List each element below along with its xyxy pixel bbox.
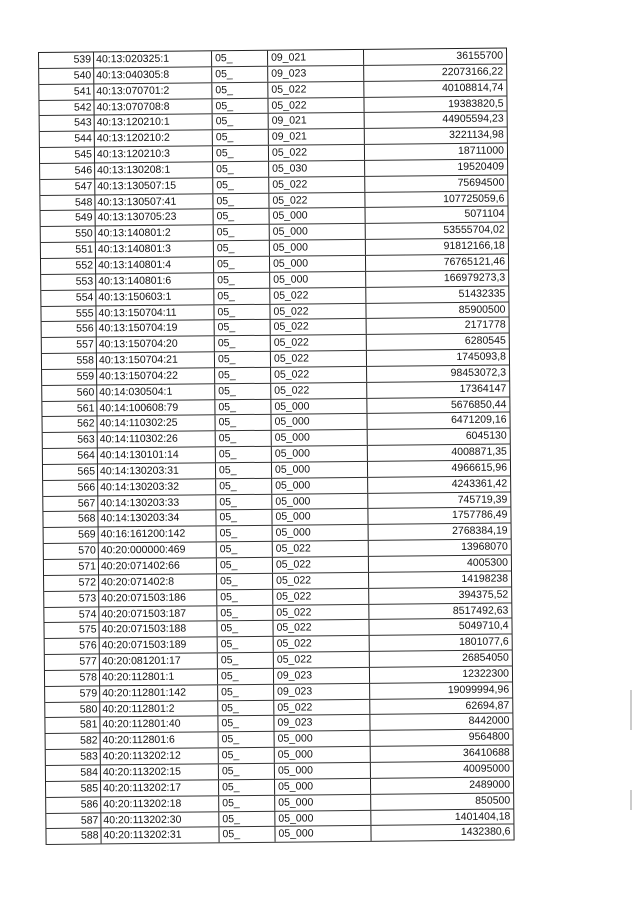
code-b-cell: 05_000 bbox=[272, 493, 368, 509]
value-cell: 1401404,18 bbox=[371, 809, 514, 825]
cadastral-number-cell: 40:20:071503:189 bbox=[100, 638, 218, 654]
value-cell: 53555704,02 bbox=[366, 223, 509, 239]
value-cell: 17364147 bbox=[367, 381, 510, 397]
code-a-cell: 05_ bbox=[215, 368, 271, 383]
code-a-cell: 05_ bbox=[213, 146, 269, 161]
row-number-cell: 577 bbox=[45, 654, 100, 669]
cadastral-number-cell: 40:20:112801:6 bbox=[101, 733, 219, 749]
code-b-cell: 05_022 bbox=[271, 319, 367, 335]
row-number-cell: 588 bbox=[46, 829, 101, 844]
cadastral-number-cell: 40:13:150704:20 bbox=[97, 337, 215, 353]
code-a-cell: 05_ bbox=[219, 795, 275, 810]
code-b-cell: 05_000 bbox=[271, 414, 367, 430]
row-number-cell: 580 bbox=[45, 702, 100, 717]
code-a-cell: 05_ bbox=[218, 669, 274, 684]
code-b-cell: 05_022 bbox=[274, 652, 370, 668]
value-cell: 394375,52 bbox=[369, 587, 512, 603]
value-cell: 40108814,74 bbox=[364, 80, 507, 96]
code-a-cell: 05_ bbox=[214, 225, 270, 240]
row-number-cell: 546 bbox=[40, 163, 95, 178]
code-a-cell: 05_ bbox=[219, 780, 275, 795]
code-b-cell: 05_000 bbox=[272, 509, 368, 525]
row-number-cell: 543 bbox=[40, 116, 95, 131]
value-cell: 2489000 bbox=[371, 777, 514, 793]
row-number-cell: 549 bbox=[41, 211, 96, 226]
code-b-cell: 05_022 bbox=[273, 604, 369, 620]
code-a-cell: 05_ bbox=[219, 748, 275, 763]
value-cell: 1757786,49 bbox=[368, 508, 511, 524]
value-cell: 76765121,46 bbox=[366, 254, 509, 270]
code-b-cell: 09_023 bbox=[274, 668, 370, 684]
value-cell: 51432335 bbox=[366, 286, 509, 302]
value-cell: 6045130 bbox=[368, 429, 511, 445]
cadastral-number-cell: 40:13:130705:23 bbox=[96, 210, 214, 226]
code-b-cell: 05_000 bbox=[275, 826, 371, 842]
code-a-cell: 05_ bbox=[217, 589, 273, 604]
code-a-cell: 05_ bbox=[216, 479, 272, 494]
code-a-cell: 05_ bbox=[215, 399, 271, 414]
cadastral-number-cell: 40:20:112801:2 bbox=[100, 701, 218, 717]
cadastral-number-cell: 40:14:130203:31 bbox=[98, 463, 216, 479]
value-cell: 5049710,4 bbox=[369, 619, 512, 635]
cadastral-number-cell: 40:14:130101:14 bbox=[98, 447, 216, 463]
code-b-cell: 05_000 bbox=[275, 747, 371, 763]
code-b-cell: 05_022 bbox=[271, 351, 367, 367]
code-b-cell: 05_000 bbox=[272, 430, 368, 446]
cadastral-number-cell: 40:14:100608:79 bbox=[97, 400, 215, 416]
row-number-cell: 576 bbox=[45, 639, 100, 654]
code-a-cell: 05_ bbox=[216, 510, 272, 525]
cadastral-number-cell: 40:20:081201:17 bbox=[100, 653, 218, 669]
cadastral-number-cell: 40:13:040305:8 bbox=[94, 67, 212, 83]
cadastral-number-cell: 40:13:140801:2 bbox=[96, 226, 214, 242]
code-b-cell: 05_022 bbox=[274, 699, 370, 715]
code-b-cell: 05_022 bbox=[273, 541, 369, 557]
value-cell: 26854050 bbox=[370, 651, 513, 667]
code-a-cell: 05_ bbox=[213, 193, 269, 208]
code-a-cell: 05_ bbox=[212, 67, 268, 82]
value-cell: 850500 bbox=[371, 793, 514, 809]
row-number-cell: 562 bbox=[43, 417, 98, 432]
value-cell: 4966615,96 bbox=[368, 460, 511, 476]
row-number-cell: 569 bbox=[44, 528, 99, 543]
value-cell: 166979273,3 bbox=[366, 270, 509, 286]
row-number-cell: 579 bbox=[45, 686, 100, 701]
code-a-cell: 05_ bbox=[217, 621, 273, 636]
row-number-cell: 581 bbox=[45, 718, 100, 733]
row-number-cell: 570 bbox=[44, 544, 99, 559]
code-a-cell: 05_ bbox=[217, 574, 273, 589]
value-cell: 13968070 bbox=[369, 540, 512, 556]
code-b-cell: 05_022 bbox=[274, 636, 370, 652]
code-b-cell: 05_022 bbox=[271, 383, 367, 399]
code-b-cell: 05_000 bbox=[270, 224, 366, 240]
cadastral-number-cell: 40:13:070708:8 bbox=[94, 99, 212, 115]
code-b-cell: 05_000 bbox=[272, 462, 368, 478]
code-b-cell: 05_022 bbox=[273, 589, 369, 605]
value-cell: 4005300 bbox=[369, 555, 512, 571]
code-b-cell: 05_000 bbox=[270, 208, 366, 224]
code-b-cell: 05_000 bbox=[275, 731, 371, 747]
code-a-cell: 05_ bbox=[214, 241, 270, 256]
row-number-cell: 560 bbox=[42, 385, 97, 400]
value-cell: 22073166,22 bbox=[364, 64, 507, 80]
code-a-cell: 05_ bbox=[213, 114, 269, 129]
row-number-cell: 548 bbox=[40, 195, 95, 210]
row-number-cell: 547 bbox=[40, 179, 95, 194]
code-a-cell: 05_ bbox=[212, 51, 268, 66]
row-number-cell: 565 bbox=[43, 464, 98, 479]
cadastral-number-cell: 40:20:113202:12 bbox=[101, 748, 219, 764]
code-a-cell: 05_ bbox=[213, 130, 269, 145]
code-b-cell: 05_022 bbox=[268, 97, 364, 113]
code-b-cell: 09_021 bbox=[269, 129, 365, 145]
cadastral-number-cell: 40:13:120210:1 bbox=[95, 115, 213, 131]
code-b-cell: 05_022 bbox=[269, 145, 365, 161]
code-b-cell: 09_023 bbox=[274, 684, 370, 700]
code-a-cell: 05_ bbox=[217, 558, 273, 573]
code-b-cell: 05_000 bbox=[275, 810, 371, 826]
row-number-cell: 554 bbox=[41, 290, 96, 305]
scan-edge-mark bbox=[630, 790, 632, 810]
row-number-cell: 541 bbox=[39, 84, 94, 99]
code-a-cell: 05_ bbox=[212, 82, 268, 97]
cadastral-number-cell: 40:13:150704:11 bbox=[96, 305, 214, 321]
value-cell: 36410688 bbox=[371, 746, 514, 762]
row-number-cell: 563 bbox=[43, 433, 98, 448]
cadastral-number-cell: 40:20:113202:17 bbox=[101, 780, 219, 796]
code-a-cell: 05_ bbox=[218, 653, 274, 668]
cadastral-number-cell: 40:20:071402:8 bbox=[99, 574, 217, 590]
code-a-cell: 05_ bbox=[216, 463, 272, 478]
cadastral-number-cell: 40:20:113202:15 bbox=[101, 764, 219, 780]
code-a-cell: 05_ bbox=[215, 415, 271, 430]
value-cell: 107725059,6 bbox=[365, 191, 508, 207]
code-b-cell: 05_022 bbox=[271, 335, 367, 351]
value-cell: 62694,87 bbox=[370, 698, 513, 714]
cadastral-number-cell: 40:14:030504:1 bbox=[97, 384, 215, 400]
code-a-cell: 05_ bbox=[219, 811, 275, 826]
code-b-cell: 05_022 bbox=[273, 557, 369, 573]
row-number-cell: 575 bbox=[44, 623, 99, 638]
code-a-cell: 05_ bbox=[215, 336, 271, 351]
code-a-cell: 05_ bbox=[218, 637, 274, 652]
row-number-cell: 544 bbox=[40, 132, 95, 147]
code-a-cell: 05_ bbox=[215, 352, 271, 367]
code-a-cell: 05_ bbox=[214, 304, 270, 319]
row-number-cell: 553 bbox=[41, 274, 96, 289]
value-cell: 19383820,5 bbox=[364, 96, 507, 112]
cadastral-number-cell: 40:20:071503:188 bbox=[99, 622, 217, 638]
table-row bbox=[46, 825, 514, 845]
cadastral-number-cell: 40:20:113202:31 bbox=[101, 828, 219, 844]
cadastral-number-cell: 40:20:112801:142 bbox=[100, 685, 218, 701]
code-b-cell: 05_000 bbox=[272, 446, 368, 462]
value-cell: 8442000 bbox=[370, 714, 513, 730]
data-table bbox=[38, 47, 515, 845]
row-number-cell: 552 bbox=[41, 258, 96, 273]
cadastral-number-cell: 40:14:110302:26 bbox=[98, 432, 216, 448]
code-b-cell: 05_000 bbox=[270, 256, 366, 272]
value-cell: 5071104 bbox=[366, 207, 509, 223]
cadastral-number-cell: 40:13:120210:3 bbox=[95, 146, 213, 162]
code-b-cell: 05_000 bbox=[270, 272, 366, 288]
cadastral-number-cell: 40:14:130203:33 bbox=[98, 495, 216, 511]
code-b-cell: 05_022 bbox=[273, 620, 369, 636]
row-number-cell: 584 bbox=[46, 765, 101, 780]
value-cell: 4243361,42 bbox=[368, 476, 511, 492]
value-cell: 85900500 bbox=[366, 302, 509, 318]
code-b-cell: 09_023 bbox=[268, 66, 364, 82]
cadastral-number-cell: 40:16:161200:142 bbox=[99, 527, 217, 543]
value-cell: 19520409 bbox=[365, 159, 508, 175]
value-cell: 18711000 bbox=[365, 144, 508, 160]
row-number-cell: 587 bbox=[46, 813, 101, 828]
code-a-cell: 05_ bbox=[217, 542, 273, 557]
code-a-cell: 05_ bbox=[214, 257, 270, 272]
code-a-cell: 05_ bbox=[214, 209, 270, 224]
cadastral-number-cell: 40:13:140801:4 bbox=[96, 257, 214, 273]
code-b-cell: 05_022 bbox=[269, 192, 365, 208]
cadastral-number-cell: 40:13:070701:2 bbox=[94, 83, 212, 99]
cadastral-number-cell: 40:14:130203:32 bbox=[98, 479, 216, 495]
code-a-cell: 05_ bbox=[214, 288, 270, 303]
value-cell: 1801077,6 bbox=[370, 635, 513, 651]
row-number-cell: 564 bbox=[43, 449, 98, 464]
cadastral-number-cell: 40:13:120210:2 bbox=[95, 131, 213, 147]
row-number-cell: 583 bbox=[46, 750, 101, 765]
cadastral-number-cell: 40:13:150704:22 bbox=[97, 368, 215, 384]
cadastral-number-cell: 40:13:140801:3 bbox=[96, 241, 214, 257]
code-b-cell: 05_022 bbox=[273, 573, 369, 589]
row-number-cell: 567 bbox=[43, 496, 98, 511]
code-a-cell: 05_ bbox=[218, 700, 274, 715]
cadastral-number-cell: 40:13:020325:1 bbox=[94, 51, 212, 67]
code-a-cell: 05_ bbox=[213, 178, 269, 193]
row-number-cell: 550 bbox=[41, 227, 96, 242]
code-b-cell: 05_022 bbox=[271, 367, 367, 383]
row-number-cell: 578 bbox=[45, 670, 100, 685]
row-number-cell: 568 bbox=[43, 512, 98, 527]
scan-edge-mark bbox=[630, 690, 632, 730]
row-number-cell: 557 bbox=[42, 338, 97, 353]
cadastral-number-cell: 40:20:071402:66 bbox=[99, 558, 217, 574]
value-cell: 6280545 bbox=[367, 334, 510, 350]
row-number-cell: 539 bbox=[39, 52, 94, 67]
value-cell: 75694500 bbox=[365, 175, 508, 191]
code-b-cell: 09_021 bbox=[269, 113, 365, 129]
code-a-cell: 05_ bbox=[216, 447, 272, 462]
code-a-cell: 05_ bbox=[217, 605, 273, 620]
cadastral-number-cell: 40:20:071503:186 bbox=[99, 590, 217, 606]
row-number-cell: 572 bbox=[44, 575, 99, 590]
value-cell: 98453072,3 bbox=[367, 365, 510, 381]
code-a-cell: 05_ bbox=[212, 98, 268, 113]
value-cell: 5676850,44 bbox=[367, 397, 510, 413]
value-cell: 12322300 bbox=[370, 666, 513, 682]
cadastral-number-cell: 40:20:112801:1 bbox=[100, 669, 218, 685]
cadastral-number-cell: 40:13:130507:15 bbox=[95, 178, 213, 194]
value-cell: 36155700 bbox=[364, 48, 507, 64]
row-number-cell: 585 bbox=[46, 781, 101, 796]
code-a-cell: 05_ bbox=[215, 383, 271, 398]
row-number-cell: 582 bbox=[46, 734, 101, 749]
code-a-cell: 05_ bbox=[219, 732, 275, 747]
cadastral-number-cell: 40:20:000000:469 bbox=[99, 542, 217, 558]
row-number-cell: 561 bbox=[42, 401, 97, 416]
code-a-cell: 05_ bbox=[216, 494, 272, 509]
cadastral-number-cell: 40:13:150704:21 bbox=[97, 352, 215, 368]
code-b-cell: 05_000 bbox=[275, 763, 371, 779]
value-cell: 44905594,23 bbox=[365, 112, 508, 128]
value-cell: 4008871,35 bbox=[368, 445, 511, 461]
value-cell: 40095000 bbox=[371, 761, 514, 777]
value-cell: 9564800 bbox=[371, 730, 514, 746]
code-b-cell: 05_000 bbox=[271, 398, 367, 414]
value-cell: 3221134,98 bbox=[365, 128, 508, 144]
cadastral-number-cell: 40:20:113202:18 bbox=[101, 796, 219, 812]
row-number-cell: 574 bbox=[44, 607, 99, 622]
code-a-cell: 05_ bbox=[215, 320, 271, 335]
code-a-cell: 05_ bbox=[216, 431, 272, 446]
code-b-cell: 05_000 bbox=[272, 478, 368, 494]
cadastral-number-cell: 40:13:140801:6 bbox=[96, 273, 214, 289]
code-a-cell: 05_ bbox=[217, 526, 273, 541]
code-b-cell: 05_000 bbox=[275, 779, 371, 795]
value-cell: 6471209,16 bbox=[367, 413, 510, 429]
code-b-cell: 05_000 bbox=[273, 525, 369, 541]
row-number-cell: 559 bbox=[42, 369, 97, 384]
row-number-cell: 566 bbox=[43, 480, 98, 495]
code-b-cell: 05_022 bbox=[270, 303, 366, 319]
row-number-cell: 586 bbox=[46, 797, 101, 812]
value-cell: 91812166,18 bbox=[366, 239, 509, 255]
cadastral-number-cell: 40:14:130203:34 bbox=[98, 511, 216, 527]
cadastral-number-cell: 40:14:110302:25 bbox=[98, 416, 216, 432]
code-a-cell: 05_ bbox=[218, 716, 274, 731]
code-b-cell: 05_022 bbox=[270, 288, 366, 304]
code-b-cell: 05_030 bbox=[269, 161, 365, 177]
value-cell: 2768384,19 bbox=[369, 524, 512, 540]
cadastral-number-cell: 40:13:130208:1 bbox=[95, 162, 213, 178]
code-b-cell: 05_022 bbox=[268, 82, 364, 98]
code-a-cell: 05_ bbox=[218, 685, 274, 700]
cadastral-number-cell: 40:20:112801:40 bbox=[100, 717, 218, 733]
value-cell: 2171778 bbox=[367, 318, 510, 334]
row-number-cell: 545 bbox=[40, 148, 95, 163]
code-a-cell: 05_ bbox=[219, 764, 275, 779]
row-number-cell: 571 bbox=[44, 559, 99, 574]
value-cell: 1432380,6 bbox=[371, 825, 514, 841]
code-a-cell: 05_ bbox=[214, 273, 270, 288]
row-number-cell: 542 bbox=[39, 100, 94, 115]
row-number-cell: 551 bbox=[41, 243, 96, 258]
cadastral-number-cell: 40:13:130507:41 bbox=[95, 194, 213, 210]
code-b-cell: 05_000 bbox=[275, 794, 371, 810]
value-cell: 19099994,96 bbox=[370, 682, 513, 698]
cadastral-number-cell: 40:20:113202:30 bbox=[101, 812, 219, 828]
value-cell: 14198238 bbox=[369, 571, 512, 587]
code-b-cell: 05_000 bbox=[270, 240, 366, 256]
cadastral-number-cell: 40:20:071503:187 bbox=[99, 606, 217, 622]
code-b-cell: 09_023 bbox=[274, 715, 370, 731]
row-number-cell: 573 bbox=[44, 591, 99, 606]
code-a-cell: 05_ bbox=[219, 827, 275, 842]
code-b-cell: 09_021 bbox=[268, 50, 364, 66]
value-cell: 745719,39 bbox=[368, 492, 511, 508]
row-number-cell: 556 bbox=[42, 322, 97, 337]
code-b-cell: 05_022 bbox=[269, 177, 365, 193]
cadastral-number-cell: 40:13:150704:19 bbox=[97, 321, 215, 337]
cadastral-number-cell: 40:13:150603:1 bbox=[96, 289, 214, 305]
code-a-cell: 05_ bbox=[213, 162, 269, 177]
row-number-cell: 540 bbox=[39, 68, 94, 83]
row-number-cell: 558 bbox=[42, 353, 97, 368]
value-cell: 1745093,8 bbox=[367, 350, 510, 366]
value-cell: 8517492,63 bbox=[369, 603, 512, 619]
row-number-cell: 555 bbox=[41, 306, 96, 321]
